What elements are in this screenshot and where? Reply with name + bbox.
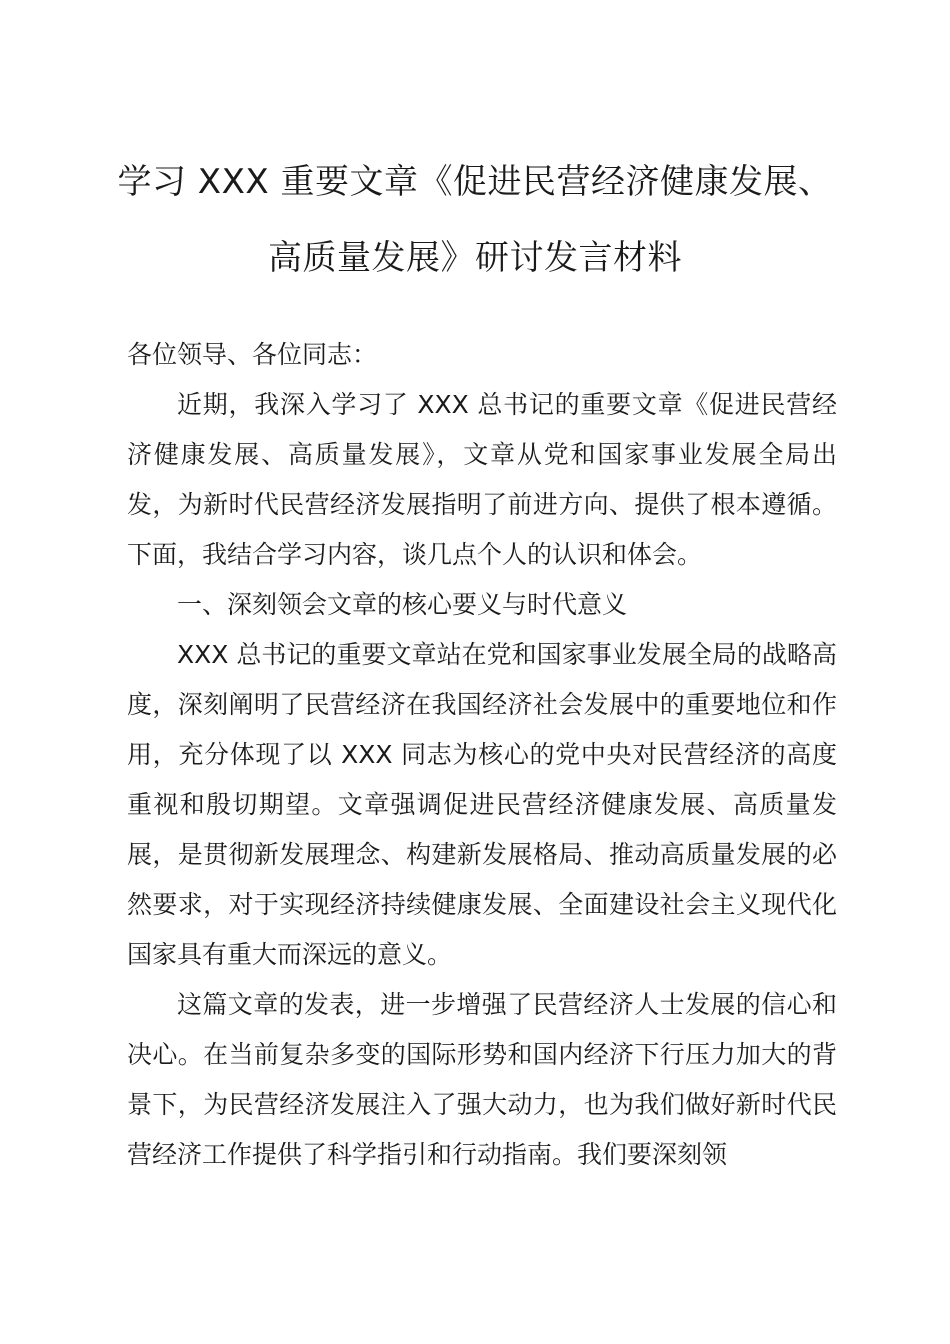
document-title-line-2: 高质量发展》研讨发言材料 (268, 238, 682, 278)
greeting: 各位领导、各位同志： (127, 340, 378, 369)
paragraph-section-1-continued: 这篇文章的发表，进一步增强了民营经济人士发展的信心和决心。在当前复杂多变的国际形势和国内经济下行压力加大的背景下，为民营经济发展注入了强大动力，也为我们做好新时代民营经济工作提供了科学指引和行动指南。我们要深刻领 (127, 990, 837, 1169)
paragraph-section-1: XXX 总书记的重要文章站在党和国家事业发展全局的战略高度，深刻阐明了民营经济在我国经济社会发展中的重要地位和作用，充分体现了以 XXX 同志为核心的党中央对民营经济的高度重视和殷切期望。文章强调促进民营经济健康发展、高质量发展，是贯彻新发展理念、构建新发展格局、推动高质量发展的必然要求，对于实现经济持续健康发展、全面建设社会主义现代化国家具有重大而深远的意义。 (127, 640, 837, 969)
section-heading-1: 一、深刻领会文章的核心要义与时代意义 (177, 590, 628, 619)
paragraph-intro: 近期，我深入学习了 XXX 总书记的重要文章《促进民营经济健康发展、高质量发展》，文章从党和国家事业发展全局出发，为新时代民营经济发展指明了前进方向、提供了根本遵循。下面，我结合学习内容，谈几点个人的认识和体会。 (127, 390, 837, 569)
document-title-line-1: 学习 XXX 重要文章《促进民营经济健康发展、 (117, 162, 833, 202)
